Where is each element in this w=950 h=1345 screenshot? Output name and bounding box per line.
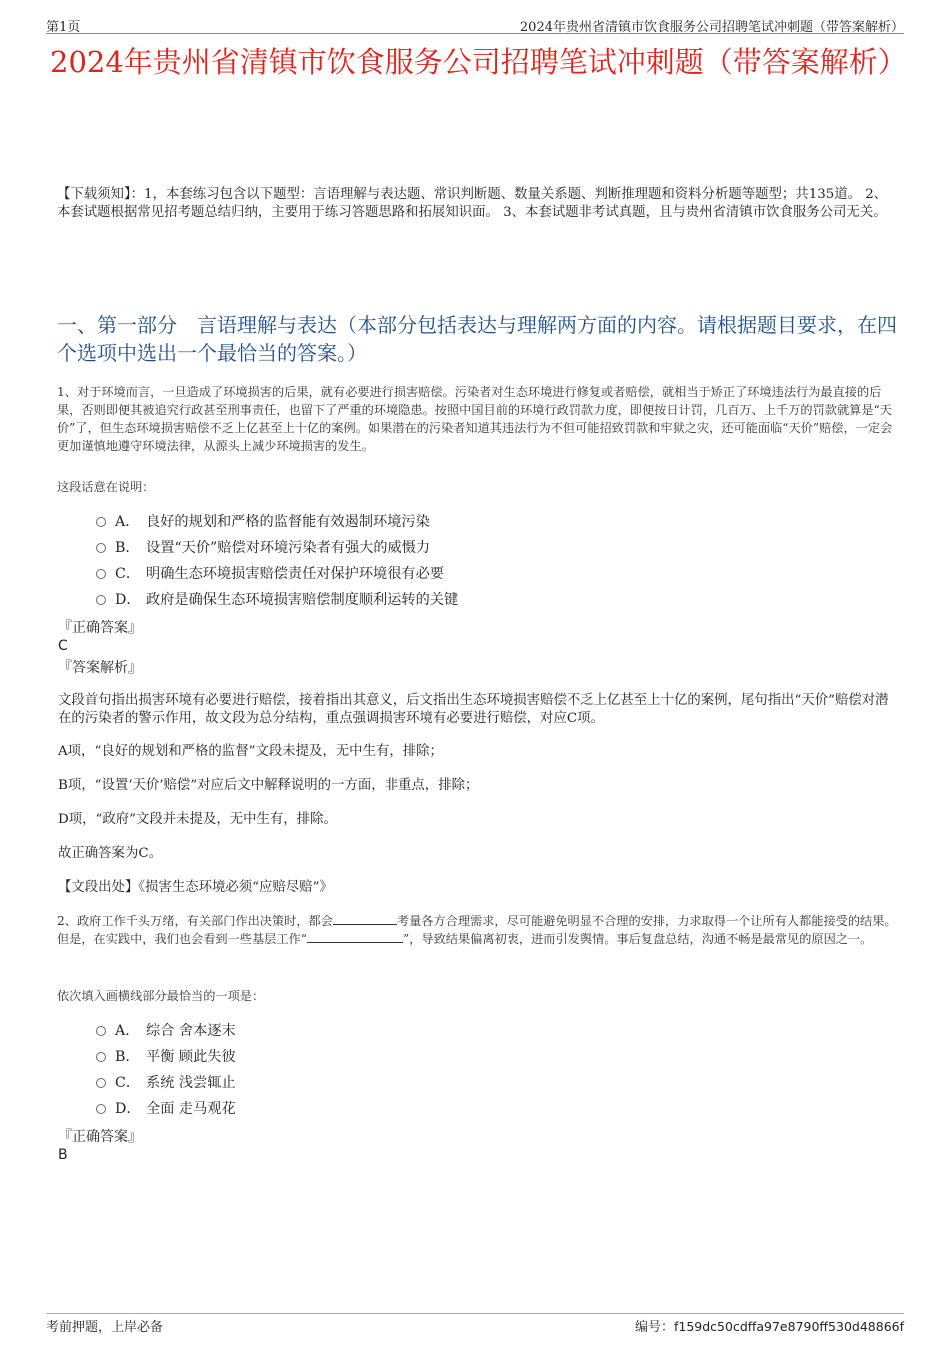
footer-slogan: 考前押题，上岸必备 — [46, 1320, 164, 1335]
q1-analysis-label: 『答案解析』 — [58, 660, 142, 676]
page-number: 第1页 — [46, 20, 81, 35]
question-1-prompt: 这段话意在说明： — [57, 480, 155, 494]
q1-analysis-d: D项，“政府”文段并未提及，无中生有，排除。 — [58, 812, 337, 827]
footer-code: 编号：f159dc50cdffa97e8790ff530d48866f — [634, 1319, 904, 1335]
radio-icon[interactable] — [96, 1104, 106, 1114]
q2-option-c[interactable]: C． 系统 浅尝辄止 — [96, 1074, 236, 1092]
radio-icon[interactable] — [96, 569, 106, 579]
radio-icon[interactable] — [96, 595, 106, 605]
blank-2[interactable] — [307, 932, 403, 943]
radio-icon[interactable] — [96, 1078, 106, 1088]
q2-option-d[interactable]: D． 全面 走马观花 — [96, 1100, 236, 1118]
q1-source: 【文段出处】《损害生态环境必须“应赔尽赔”》 — [58, 880, 333, 895]
q2-option-a[interactable]: A． 综合 舍本逐末 — [96, 1022, 236, 1040]
q1-analysis-b: B项，“设置‘天价’赔偿”对应后文中解释说明的一方面，非重点，排除； — [58, 778, 479, 793]
question-2-prompt: 依次填入画横线部分最恰当的一项是： — [57, 989, 265, 1003]
q1-option-b[interactable]: B． 设置“天价”赔偿对环境污染者有强大的威慑力 — [96, 539, 430, 557]
document-title: 2024年贵州省清镇市饮食服务公司招聘笔试冲刺题（带答案解析） — [50, 45, 907, 79]
q1-answer-label: 『正确答案』 — [58, 620, 142, 636]
section-title: 一、第一部分 言语理解与表达（本部分包括表达与理解两方面的内容。请根据题目要求，在四个选项中选出一个最恰当的答案。） — [57, 313, 897, 365]
radio-icon[interactable] — [96, 1026, 106, 1036]
q1-answer: C — [58, 638, 68, 654]
page-footer — [46, 1313, 904, 1335]
q2-answer: B — [58, 1147, 68, 1163]
question-1-text: 1、对于环境而言，一旦造成了环境损害的后果，就有必要进行损害赔偿。污染者对生态环境进行修复或者赔偿，就相当于矫正了环境违法行为最直接的后果，否则即便其被追究行政甚至刑事责任，也留下了严重的环境隐患。按照中国目前的环境行政罚款力度，即便按日计罚，几百万、上千万的罚款就算是“天价”了，但生态环境损害赔偿不乏上亿甚至上十亿的案例。如果潜在的污染者知道其违法行为不但可能招致罚款和牢狱之灾，还可能面临“天价”赔偿，一定会更加谨慎地遵守环境法律，从源头上减少环境损害的发生。 — [57, 385, 893, 453]
q2-answer-label: 『正确答案』 — [58, 1129, 142, 1145]
q1-option-c[interactable]: C． 明确生态环境损害赔偿责任对保护环境很有必要 — [96, 565, 444, 583]
q1-analysis-a: A项，“良好的规划和严格的监督”文段未提及，无中生有，排除； — [58, 744, 443, 759]
blank-1[interactable] — [333, 914, 397, 925]
page-header — [46, 15, 904, 34]
header-doc-title: 2024年贵州省清镇市饮食服务公司招聘笔试冲刺题（带答案解析） — [519, 20, 904, 35]
radio-icon[interactable] — [96, 1052, 106, 1062]
radio-icon[interactable] — [96, 543, 106, 553]
q1-option-a[interactable]: A． 良好的规划和严格的监督能有效遏制环境污染 — [96, 513, 430, 531]
q1-analysis-conclusion: 故正确答案为C。 — [58, 846, 162, 861]
radio-icon[interactable] — [96, 517, 106, 527]
download-notice: 【下载须知】：1，本套练习包含以下题型：言语理解与表达题、常识判断题、数量关系题、判断推理题和资料分析题等题型；共135道。 2、本套试题根据常见招考题总结归纳，主要用于练习答题思路和拓展知识面。 3、本套试题非考试真题，且与贵州省清镇市饮食服务公司无关。 — [57, 187, 888, 220]
question-2-text: 2、政府工作千头万绪，有关部门作出决策时，都会 考量各方合理需求，尽可能避免明显不合理的安排，力求取得一个让所有人都能接受的结果。但是，在实践中，我们也会看到一些基层工作“ ”，导致结果偏离初衷，进而引发舆情。事后复盘总结，沟通不畅是最常见的原因之一。 — [57, 914, 897, 946]
q1-analysis-paragraph: 文段首句指出损害环境有必要进行赔偿，接着指出其意义，后文指出生态环境损害赔偿不乏上亿甚至上十亿的案例，尾句指出“天价”赔偿对潜在的污染者的警示作用，故文段为总分结构，重点强调损害环境有必要进行赔偿，对应C项。 — [58, 693, 889, 726]
q1-option-d[interactable]: D． 政府是确保生态环境损害赔偿制度顺利运转的关键 — [96, 591, 458, 609]
q2-option-b[interactable]: B． 平衡 顾此失彼 — [96, 1048, 236, 1066]
